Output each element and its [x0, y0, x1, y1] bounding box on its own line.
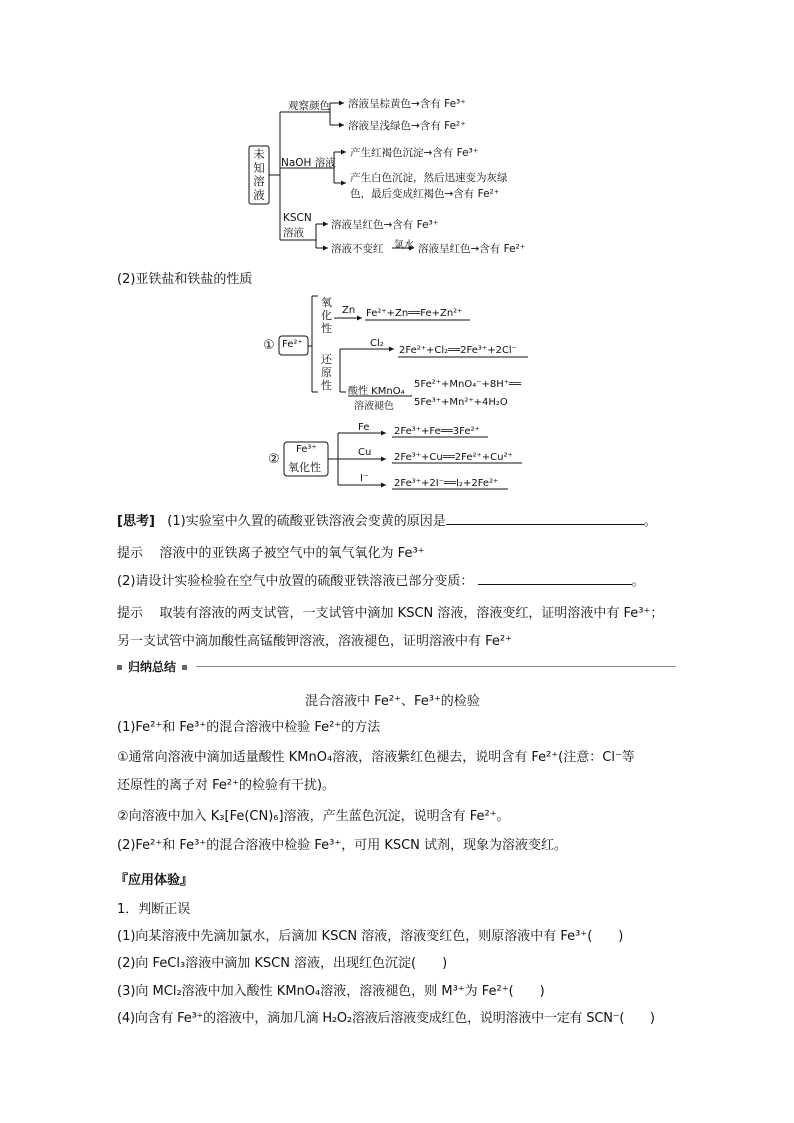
reagent-chlorine-water: 氯水 [394, 240, 414, 251]
tip-answer-2-line2: 另一支试管中滴加酸性高锰酸钾溶液，溶液褪色，证明溶液中有 Fe²⁺ [117, 634, 512, 649]
number-2: ② [268, 452, 280, 467]
root-label-unknown-solution: 未知溶液 [253, 147, 265, 202]
summary-header [117, 658, 187, 675]
result-kscn-no-red: 溶液不变红 [331, 243, 384, 255]
reagent-kmno4-fade: 溶液褪色 [354, 401, 394, 412]
summary-p2-line1: ①通常向溶液中滴加适量酸性 KMnO₄溶液，溶液紫红色褪去，说明含有 Fe²⁺(注意：Cl⁻等 [117, 750, 635, 765]
result-kscn-red: 溶液呈红色→含有 Fe³⁺ [331, 219, 439, 231]
reagent-kmno4: 酸性 KMnO₄ [348, 386, 405, 397]
header-square-icon-right [182, 665, 187, 670]
answer-blank-2[interactable] [478, 583, 632, 585]
header-square-icon [117, 665, 122, 670]
think-q2-end: 。 [631, 574, 645, 589]
equation-fe3-iodide: 2Fe³⁺+2I⁻══I₂+2Fe²⁺ [394, 478, 499, 489]
judge-item-2[interactable]: (2)向 FeCl₃溶液中滴加 KSCN 溶液，出现红色沉淀( ) [117, 956, 448, 971]
branch-label-observe-color: 观察颜色 [288, 100, 330, 112]
judge-item-3[interactable]: (3)向 MCl₂溶液中加入酸性 KMnO₄溶液，溶液褪色，则 M³⁺为 Fe²⁺( ) [117, 984, 545, 999]
equation-fe2-cl2: 2Fe²⁺+Cl₂══2Fe³⁺+2Cl⁻ [399, 345, 517, 356]
judge-item-1[interactable]: (1)向某溶液中先滴加氯水，后滴加 KSCN 溶液，溶液变红色，则原溶液中有 Fe³⁺( ) [117, 929, 624, 944]
fe3-box-label-1: Fe³⁺ [296, 444, 317, 455]
summary-p3: ②向溶液中加入 K₃[Fe(CN)₆]溶液，产生蓝色沉淀，说明含有 Fe²⁺。 [117, 809, 510, 824]
equation-fe2-zn: Fe²⁺+Zn══Fe+Zn²⁺ [366, 308, 463, 319]
result-light-green: 溶液呈浅绿色→含有 Fe²⁺ [348, 120, 466, 132]
question-title: 1．判断正误 [117, 902, 191, 917]
tip-text-1: 溶液中的亚铁离子被空气中的氧气氧化为 Fe³⁺ [159, 546, 425, 561]
branch-label-kscn-2: 溶液 [283, 227, 304, 239]
char-ox-3: 性 [321, 322, 332, 335]
tip-label-1: 提示 [117, 546, 144, 561]
answer-blank-1[interactable] [446, 523, 644, 525]
char-red-3: 性 [321, 379, 332, 392]
result-white-precipitate-line2: 色，最后变成红褐色→含有 Fe²⁺ [350, 188, 500, 200]
tip-label-2: 提示 [117, 606, 144, 621]
result-white-precipitate-line1: 产生白色沉淀，然后迅速变为灰绿 [350, 172, 508, 184]
summary-title: 混合溶液中 Fe²⁺、Fe³⁺的检验 [305, 694, 480, 709]
char-ox-2: 化 [321, 309, 332, 322]
summary-p4: (2)Fe²⁺和 Fe³⁺的混合溶液中检验 Fe³⁺，可用 KSCN 试剂，现象为溶液变红。 [117, 838, 568, 853]
summary-header-label: 归纳总结 [128, 660, 177, 674]
section-title-fe-salts: (2)亚铁盐和铁盐的性质 [117, 272, 253, 287]
judge-item-4[interactable]: (4)向含有 Fe³⁺的溶液中，滴加几滴 H₂O₂溶液后溶液变成红色，说明溶液中一定有 SCN⁻( ) [117, 1011, 655, 1026]
reagent-fe: Fe [358, 422, 370, 433]
think-q1-text: (1)实验室中久置的硫酸亚铁溶液会变黄的原因是 [167, 514, 446, 529]
result-red-brown-precipitate: 产生红褐色沉淀→含有 Fe³⁺ [350, 147, 479, 159]
equation-kmno4-line1: 5Fe²⁺+MnO₄⁻+8H⁺══ [414, 379, 522, 390]
equation-fe3-cu: 2Fe³⁺+Cu══2Fe²⁺+Cu²⁺ [394, 452, 513, 463]
think-label: [思考] [117, 514, 155, 529]
number-1: ① [263, 338, 275, 353]
reagent-iodide: I⁻ [360, 473, 369, 484]
equation-kmno4-line2: 5Fe³⁺+Mn²⁺+4H₂O [414, 397, 508, 408]
fe3-box-label-2: 氧化性 [288, 461, 321, 474]
reagent-zn: Zn [342, 305, 356, 316]
char-ox-1: 氧 [321, 296, 332, 309]
tip-answer-2-line1 [117, 602, 663, 621]
result-brown-yellow: 溶液呈棕黄色→含有 Fe³⁺ [348, 98, 466, 110]
reagent-cu: Cu [358, 447, 372, 458]
fe2-box-label: Fe²⁺ [282, 339, 303, 350]
summary-header-rule [196, 666, 676, 667]
tip-answer-1 [117, 542, 425, 561]
think-q1-end: 。 [643, 514, 657, 529]
tip-text-2a: 取装有溶液的两支试管，一支试管中滴加 KSCN 溶液，溶液变红，证明溶液中有 Fe³⁺； [159, 606, 664, 621]
diagram3-lines [0, 0, 794, 500]
think-question-2 [117, 570, 645, 589]
apply-header: 『应用体验』 [115, 873, 194, 888]
summary-p1: (1)Fe²⁺和 Fe³⁺的混合溶液中检验 Fe²⁺的方法 [117, 720, 381, 735]
char-red-1: 还 [321, 353, 332, 366]
equation-fe3-fe: 2Fe³⁺+Fe══3Fe²⁺ [394, 426, 480, 437]
char-red-2: 原 [321, 366, 332, 379]
think-q2-text: (2)请设计实验检验在空气中放置的硫酸亚铁溶液已部分变质： [117, 574, 474, 589]
summary-p2-line2: 还原性的离子对 Fe²⁺的检验有干扰)。 [117, 778, 336, 793]
branch-label-naoh: NaOH 溶液 [281, 157, 336, 169]
result-kscn-chlorine-red: 溶液呈红色→含有 Fe²⁺ [418, 243, 526, 255]
branch-label-kscn-1: KSCN [283, 212, 312, 224]
reagent-cl2: Cl₂ [370, 338, 384, 349]
think-question-1 [117, 510, 657, 529]
